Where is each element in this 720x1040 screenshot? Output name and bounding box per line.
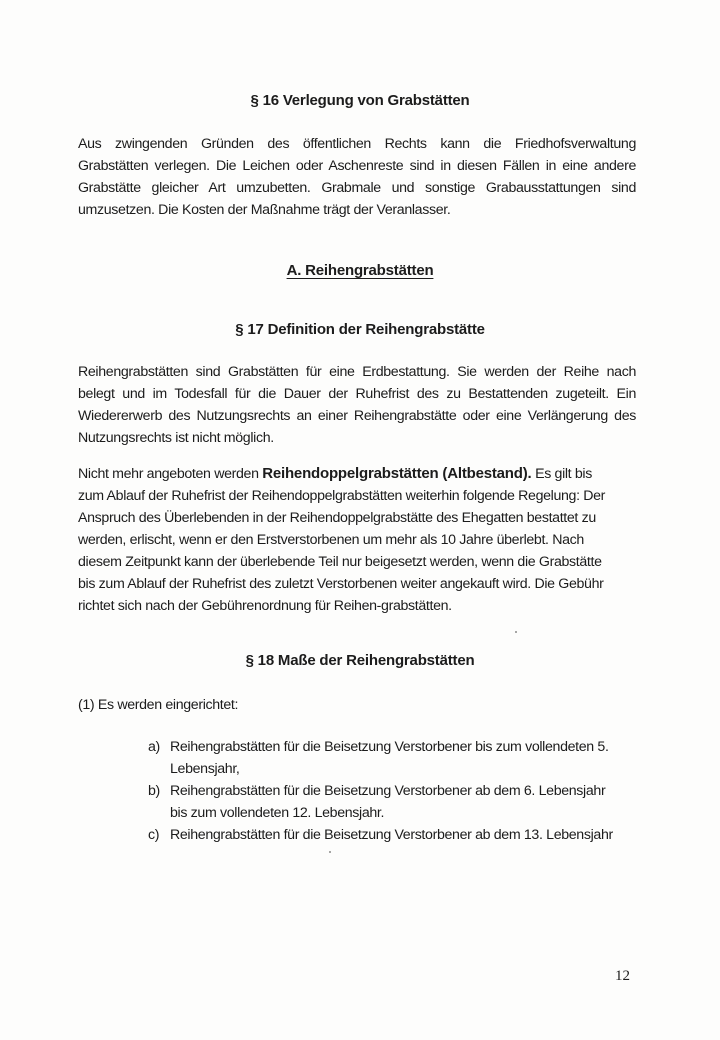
- text-line: bis zum vollendeten 12. Lebensjahr.: [170, 805, 385, 821]
- text-line: Wiedererwerb des Nutzungsrechts an einer Reihengrabstätte oder eine Verlängerung des: [78, 408, 636, 424]
- section-16-heading: § 16 Verlegung von Grabstätten: [250, 92, 470, 109]
- section-a-heading: A. Reihengrabstätten: [286, 262, 434, 279]
- text-line: richtet sich nach der Gebührenordnung für Reihen-grabstätten.: [78, 598, 452, 614]
- section-17-paragraph-1: [78, 361, 636, 449]
- list-marker: a): [148, 739, 160, 755]
- list-marker: b): [148, 783, 160, 799]
- list-marker: c): [148, 827, 160, 843]
- list-item: [148, 780, 613, 824]
- text-line: umzusetzen. Die Kosten der Maßnahme trägt der Veranlasser.: [78, 202, 451, 218]
- section-18-intro: (1) Es werden eingerichtet:: [78, 697, 239, 713]
- scan-speck: [515, 631, 517, 633]
- text-line: Aus zwingenden Gründen des öffentlichen Rechts kann die Friedhofsverwaltung: [78, 136, 636, 152]
- section-18-heading: § 18 Maße der Reihengrabstätten: [245, 652, 475, 669]
- section-17-heading: § 17 Definition der Reihengrabstätte: [235, 321, 485, 338]
- text-line: Reihengrabstätten sind Grabstätten für eine Erdbestattung. Sie werden der Reihe nach: [78, 364, 636, 380]
- text-line: werden, erlischt, wenn er den Erstverstorbenen um mehr als 10 Jahre überlebt. Nach: [78, 532, 584, 548]
- section-18-list: [148, 736, 613, 846]
- text-line: Grabstätte gleicher Art umzubetten. Grabmale und sonstige Grabausstattungen sind: [78, 180, 636, 196]
- page-number: 12: [615, 968, 630, 984]
- list-item: [148, 824, 613, 846]
- text-line: Anspruch des Überlebenden in der Reihendoppelgrabstätte des Ehegatten bestattet zu: [78, 510, 596, 526]
- text-line: belegt und im Todesfall für die Dauer der Ruhefrist des zu Bestattenden zugeteilt. Ein: [78, 386, 636, 402]
- text-line: Reihengrabstätten für die Beisetzung Verstorbener bis zum vollendeten 5.: [170, 739, 609, 755]
- text-line: Lebensjahr,: [170, 761, 240, 777]
- bold-term: Reihendoppelgrabstätten (Altbestand).: [262, 465, 532, 482]
- text-line: diesem Zeitpunkt kann der überlebende Teil nur beigesetzt werden, wenn die Grabstätte: [78, 554, 602, 570]
- section-17-paragraph-2: [78, 463, 605, 617]
- section-16-paragraph: [78, 133, 636, 221]
- text-line: zum Ablauf der Ruhefrist der Reihendoppelgrabstätten weiterhin folgende Regelung: Der: [78, 488, 606, 504]
- text-line: Nutzungsrechts ist nicht möglich.: [78, 430, 274, 446]
- text-line: [78, 463, 605, 485]
- list-item: [148, 736, 613, 780]
- text-line: Grabstätten verlegen. Die Leichen oder Aschenreste sind in diesen Fällen in eine andere: [78, 158, 636, 174]
- text-run: Nicht mehr angeboten werden: [78, 466, 263, 482]
- section-a-heading-wrap: [0, 262, 720, 279]
- text-line: bis zum Ablauf der Ruhefrist des zuletzt Verstorbenen weiter angekauft wird. Die Gebühr: [78, 576, 604, 592]
- text-line: Reihengrabstätten für die Beisetzung Verstorbener ab dem 6. Lebensjahr: [170, 783, 606, 799]
- text-line: Reihengrabstätten für die Beisetzung Verstorbener ab dem 13. Lebensjahr: [170, 827, 613, 843]
- text-run: Es gilt bis: [531, 466, 592, 482]
- scan-speck: [329, 851, 331, 853]
